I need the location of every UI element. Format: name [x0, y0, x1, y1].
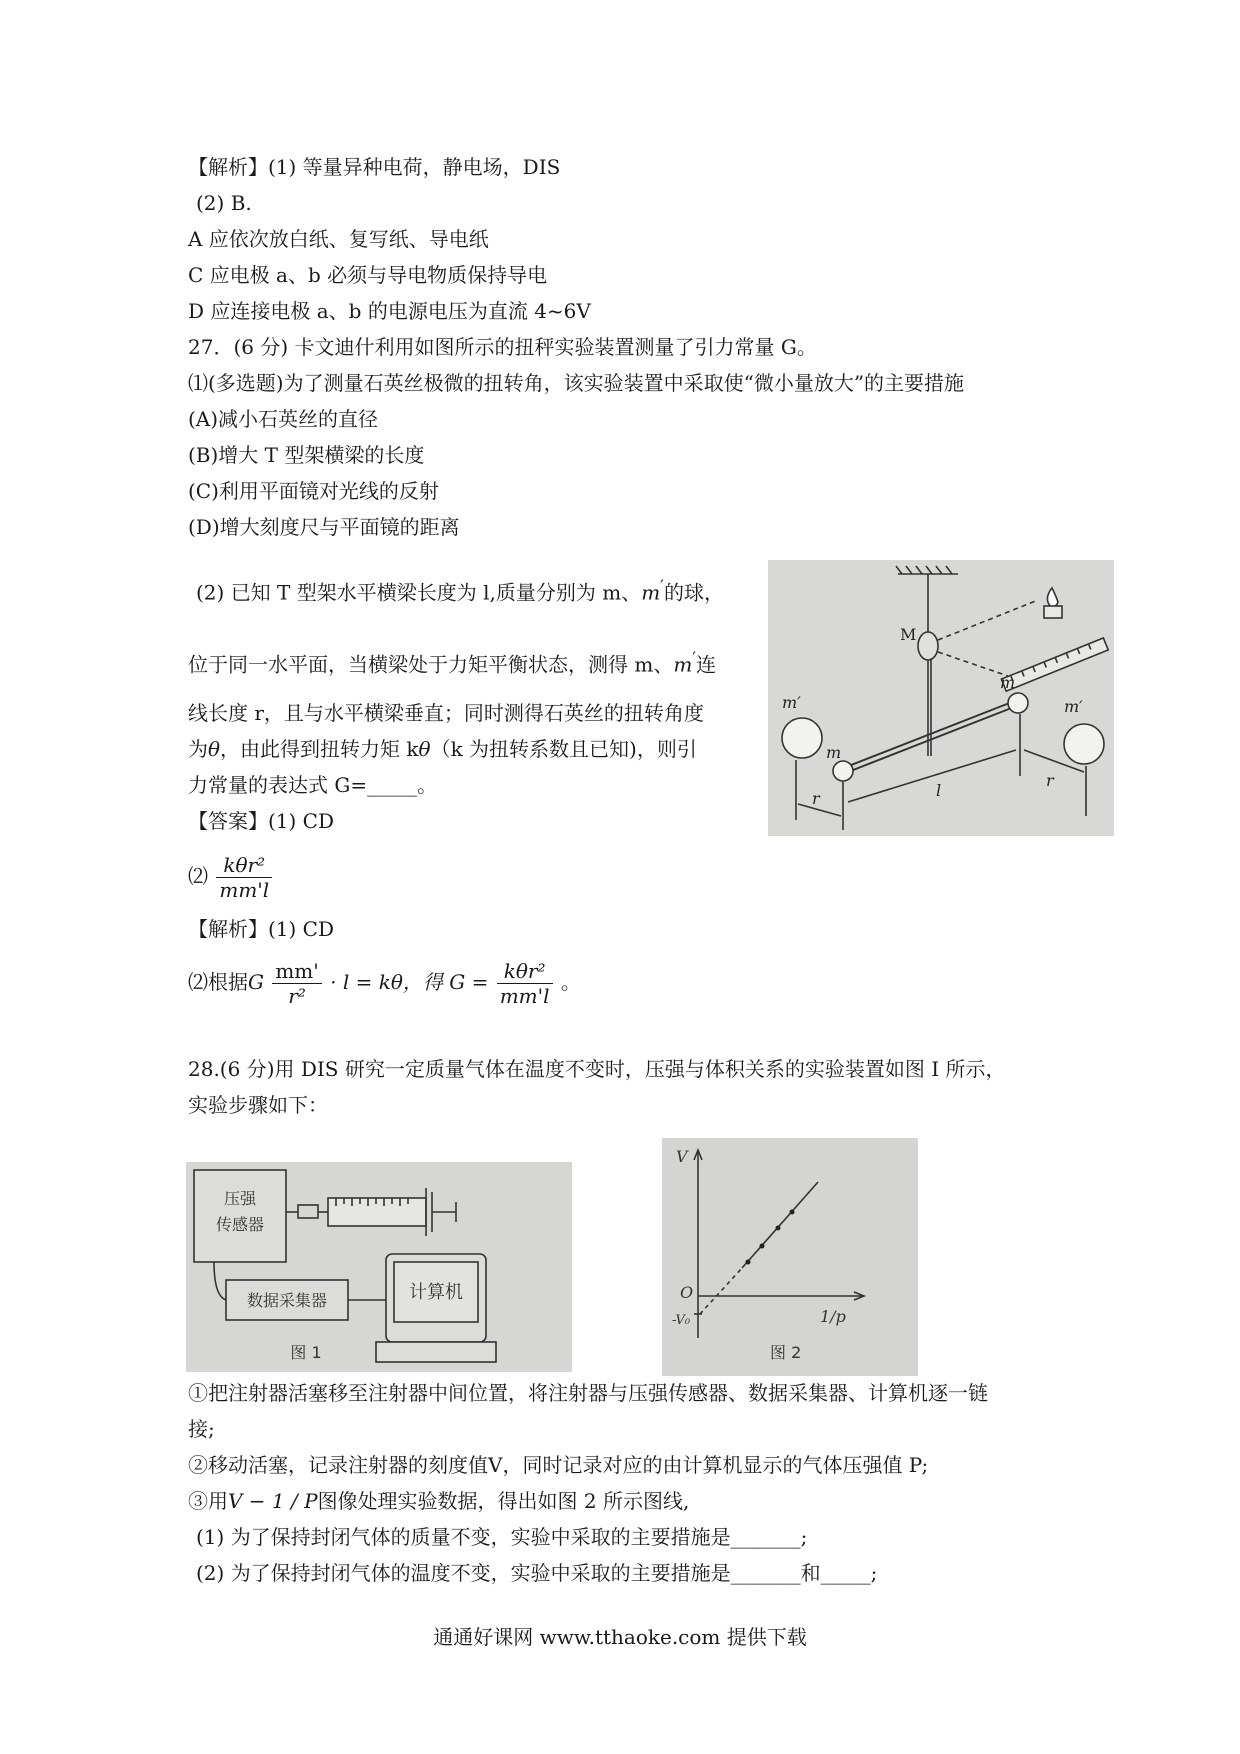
data-point-4: [790, 1210, 795, 1215]
figure-1-caption: 图 1: [290, 1343, 322, 1362]
figure-2: [662, 1138, 918, 1376]
question-28-steps: 实验步骤如下：: [188, 1093, 328, 1117]
light-ray-out: [938, 652, 1008, 676]
scale-ruler-icon: [1001, 638, 1108, 691]
step-3: ③用V − 1 / P图像处理实验数据，得出如图 2 所示图线,: [188, 1489, 690, 1513]
question-27-part1: ⑴(多选题)为了测量石英丝极微的扭转角，该实验装置中采取使“微小量放大”的主要措施: [188, 371, 965, 395]
question-27-part2-line1: (2) 已知 T 型架水平横梁长度为 l,质量分别为 m、m′的球，: [196, 577, 724, 605]
label-r-left: r: [812, 789, 820, 808]
extrapolated-line: [700, 1268, 742, 1314]
step-2: ②移动活塞，记录注射器的刻度值V，同时记录对应的由计算机显示的气体压强值 P;: [188, 1453, 929, 1477]
connector-icon: [298, 1205, 318, 1218]
data-point-1: [746, 1260, 751, 1265]
question-27-part2-line2: 位于同一水平面，当横梁处于力矩平衡状态，测得 m、m′连: [188, 649, 717, 677]
analysis-26-1: 【解析】(1) 等量异种电荷，静电场，DIS: [188, 155, 561, 179]
label-1p: 1/p: [820, 1307, 846, 1326]
page-footer: 通通好课网 www.tthaoke.com 提供下载: [433, 1625, 807, 1649]
step-1-line2: 接;: [188, 1417, 215, 1441]
label-V: V: [676, 1147, 688, 1166]
torsion-balance-figure: [768, 560, 1114, 836]
step-1-line1: ①把注射器活塞移至注射器中间位置，将注射器与压强传感器、数据采集器、计算机逐一链: [188, 1381, 988, 1405]
figure-2-svg: [662, 1138, 918, 1376]
label-r-right: r: [1046, 771, 1054, 790]
collector-label: 数据采集器: [246, 1291, 328, 1310]
sensor-label-1: 压强: [223, 1189, 257, 1208]
label-mprime-right: m′: [1064, 697, 1083, 716]
t-beam: [846, 702, 1012, 767]
lamp-icon: [1047, 588, 1058, 607]
sensor-label-2: 传感器: [215, 1215, 265, 1234]
label-m-right: m: [1000, 673, 1016, 692]
small-ball-left: [833, 761, 853, 781]
computer-label: 计算机: [409, 1282, 463, 1303]
light-ray-in: [938, 600, 1038, 640]
figure-1-svg: [186, 1162, 572, 1372]
answer-fraction: $\frac{\text{kθr²}}{mm'l}$: [216, 853, 272, 902]
analysis-26-c: C 应电极 a、b 必须与导电物质保持导电: [188, 263, 548, 287]
analysis-26-a: A 应依次放白纸、复写纸、导电纸: [188, 227, 489, 251]
analysis-26-2: (2) B.: [196, 191, 252, 215]
label-l: l: [936, 781, 942, 800]
analysis-27-1: 【解析】(1) CD: [188, 917, 335, 941]
question-28-title: 28.(6 分)用 DIS 研究一定质量气体在温度不变时，压强与体积关系的实验装置如图 I 所示，: [188, 1057, 1006, 1081]
torsion-balance-svg: [768, 560, 1114, 836]
data-point-3: [776, 1226, 781, 1231]
question-28-part2: (2) 为了保持封闭气体的温度不变，实验中采取的主要措施是_______和_____;: [196, 1561, 878, 1585]
question-27-part2-line5: 力常量的表达式 G=_____。: [188, 773, 438, 797]
option-d: (D)增大刻度尺与平面镜的距离: [188, 515, 460, 539]
cable-icon: [214, 1262, 226, 1300]
question-27-part2-line4: 为θ，由此得到扭转力矩 kθ（k 为扭转系数且已知)，则引: [188, 737, 697, 761]
option-b: (B)增大 T 型架横梁的长度: [188, 443, 425, 467]
data-point-2: [760, 1244, 765, 1249]
option-a: (A)减小石英丝的直径: [188, 407, 379, 431]
formula-fraction-1: $\frac{mm'}{\text{r²}}$: [272, 959, 321, 1008]
answer-27-2: ⑵ $\frac{\text{kθr²}}{mm'l}$: [188, 846, 274, 906]
formula-fraction-2: $\frac{\text{kθr²}}{mm'l}$: [497, 959, 553, 1008]
label-O: O: [680, 1283, 694, 1302]
label-mprime-left: m′: [782, 693, 801, 712]
large-ball-left: [782, 718, 822, 758]
question-28-part1: (1) 为了保持封闭气体的质量不变，实验中采取的主要措施是_______;: [196, 1525, 808, 1549]
option-c: (C)利用平面镜对光线的反射: [188, 479, 439, 503]
figure-2-caption: 图 2: [770, 1343, 802, 1362]
label-m-left: m: [826, 743, 842, 762]
analysis-26-d: D 应连接电极 a、b 的电源电压为直流 4~6V: [188, 299, 591, 323]
label-M: M: [900, 625, 917, 644]
analysis-27-2: ⑵根据G $\frac{mm'}{\text{r²}}$ · l = kθ，得 G = $\frac{\text{kθr²}}{mm'l}$ 。: [188, 959, 581, 1008]
figure-1: [186, 1162, 572, 1372]
syringe-icon: [328, 1198, 426, 1226]
small-ball-right: [1008, 693, 1028, 713]
fit-line: [742, 1182, 818, 1268]
question-27-part2-line3: 线长度 r，且与水平横梁垂直；同时测得石英丝的扭转角度: [188, 701, 704, 725]
mirror-icon: [918, 632, 938, 660]
answer-27-1: 【答案】(1) CD: [188, 809, 335, 833]
large-ball-right: [1064, 724, 1104, 764]
question-27-title: 27．(6 分) 卡文迪什利用如图所示的扭秤实验装置测量了引力常量 G。: [188, 335, 817, 359]
label-V0: -V₀: [672, 1313, 691, 1328]
